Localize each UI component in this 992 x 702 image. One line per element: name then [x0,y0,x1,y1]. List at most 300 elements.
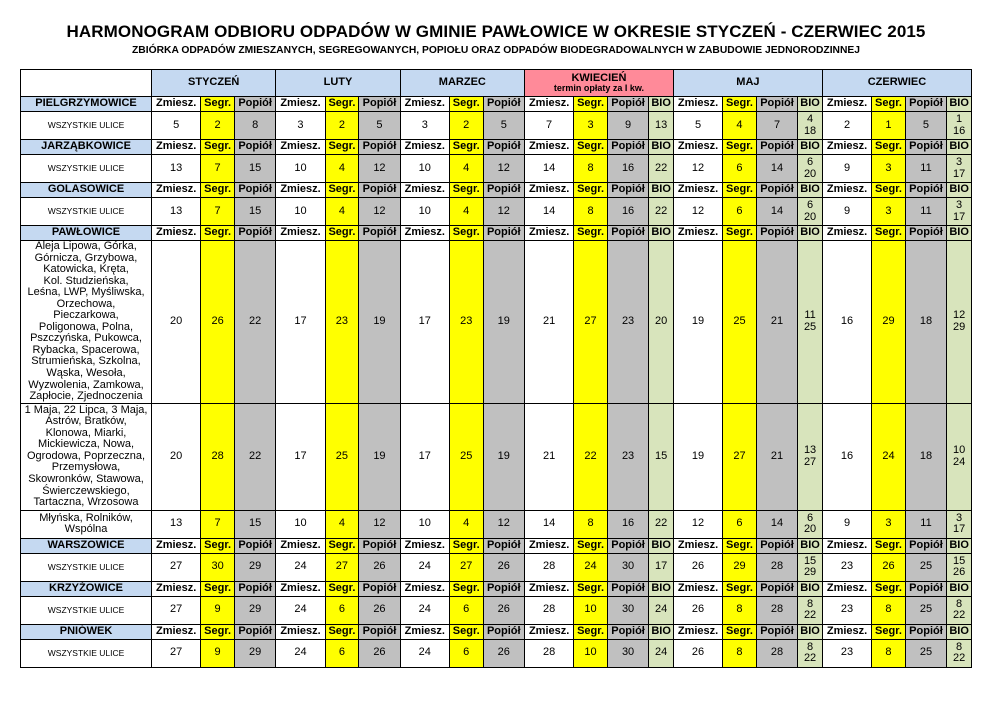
segregated-day: 6 [723,155,757,183]
label-mixed: Zmiesz. [822,140,871,155]
mixed-day: 12 [673,155,722,183]
label-segregated: Segr. [325,140,359,155]
label-segregated: Segr. [325,538,359,553]
mixed-day: 24 [276,596,325,624]
mixed-day: 24 [400,596,449,624]
label-ash: Popiół [359,538,400,553]
ash-day: 19 [359,403,400,510]
segregated-day: 6 [325,596,359,624]
ash-day: 22 [234,241,275,404]
label-mixed: Zmiesz. [524,140,573,155]
segregated-day: 6 [449,639,483,667]
ash-day: 30 [607,639,648,667]
ash-day: 21 [756,241,797,404]
bio-day: 22 [649,198,674,226]
mixed-day: 16 [822,403,871,510]
bio-day: 6 20 [798,155,823,183]
label-mixed: Zmiesz. [276,581,325,596]
segregated-day: 8 [872,596,906,624]
ash-day: 16 [607,510,648,538]
label-mixed: Zmiesz. [276,97,325,112]
segregated-day: 6 [723,510,757,538]
mixed-day: 14 [524,510,573,538]
segregated-day: 8 [723,596,757,624]
ash-day: 18 [905,403,946,510]
segregated-day: 23 [449,241,483,404]
label-segregated: Segr. [201,538,235,553]
table-row [21,596,972,624]
ash-day: 12 [483,510,524,538]
label-bio: BIO [649,624,674,639]
mixed-day: 12 [673,198,722,226]
page-subtitle: ZBIÓRKA ODPADÓW ZMIESZANYCH, SEGREGOWANYCH, POPIOŁU ORAZ ODPADÓW BIODEGRADOWALNYCH W ZABUDOWIE JEDNORODZINNEJ [131,45,861,56]
segregated-day: 4 [325,198,359,226]
street-list: 1 Maja, 22 Lipca, 3 Maja, Astrów, Bratków, Klonowa, Miarki, Mickiewicza, Nowa, Ogrodowa, Poprzeczna, Przemysłowa, Skowronków, Stawowa, Świerczewskiego, Tartaczna, Wrzosowa [21,403,152,510]
segregated-day: 2 [449,112,483,140]
ash-day: 14 [756,510,797,538]
label-bio: BIO [947,183,972,198]
mixed-day: 5 [673,112,722,140]
segregated-day: 10 [574,596,608,624]
label-mixed: Zmiesz. [524,183,573,198]
street-list: WSZYSTKIE ULICE [21,112,152,140]
segregated-day: 30 [201,553,235,581]
street-list: Młyńska, Rolników, Wspólna [21,510,152,538]
street-list: WSZYSTKIE ULICE [21,596,152,624]
table-row [21,155,972,183]
segregated-day: 3 [872,198,906,226]
mixed-day: 10 [400,155,449,183]
label-bio: BIO [798,538,823,553]
ash-day: 25 [905,639,946,667]
table-row [21,198,972,226]
label-bio: BIO [947,97,972,112]
ash-day: 11 [905,155,946,183]
mixed-day: 24 [400,639,449,667]
label-ash: Popiół [359,183,400,198]
label-ash: Popiół [905,97,946,112]
label-mixed: Zmiesz. [524,97,573,112]
label-mixed: Zmiesz. [673,624,722,639]
bio-day: 10 24 [947,403,972,510]
label-ash: Popiół [607,624,648,639]
label-mixed: Zmiesz. [152,538,201,553]
village-name: KRZYŻOWICE [21,581,152,596]
mixed-day: 27 [152,553,201,581]
month-header-2 [400,70,524,97]
label-mixed: Zmiesz. [822,226,871,241]
label-ash: Popiół [905,581,946,596]
label-segregated: Segr. [325,183,359,198]
label-mixed: Zmiesz. [276,226,325,241]
label-segregated: Segr. [723,624,757,639]
ash-day: 29 [234,596,275,624]
bio-day: 13 27 [798,403,823,510]
segregated-day: 4 [723,112,757,140]
label-mixed: Zmiesz. [276,624,325,639]
bio-day: 22 [649,155,674,183]
mixed-day: 26 [673,639,722,667]
ash-day: 14 [756,155,797,183]
label-ash: Popiół [756,140,797,155]
segregated-day: 25 [325,403,359,510]
mixed-day: 23 [822,596,871,624]
label-bio: BIO [798,581,823,596]
mixed-day: 21 [524,403,573,510]
street-list: Aleja Lipowa, Górka, Górnicza, Grzybowa, Katowicka, Kręta, Kol. Studzieńska, Leśna, LWP, Myśliwska, Orzechowa, Pieczarkowa, Poligonowa, Polna, Pszczyńska, Pukowca, Rybacka, Spacerowa, Strumieńska, Szkolna, Wąska, Wesoła, Wyzwolenia, Zamkowa, Zapłocie, Zjednoczenia [21,241,152,404]
village-name: JARZĄBKOWICE [21,140,152,155]
label-mixed: Zmiesz. [400,226,449,241]
ash-day: 15 [234,155,275,183]
label-mixed: Zmiesz. [400,97,449,112]
segregated-day: 26 [201,241,235,404]
mixed-day: 26 [673,596,722,624]
label-segregated: Segr. [449,581,483,596]
segregated-day: 22 [574,403,608,510]
mixed-day: 24 [400,553,449,581]
ash-day: 11 [905,510,946,538]
bio-day: 24 [649,596,674,624]
segregated-day: 6 [449,596,483,624]
segregated-day: 7 [201,510,235,538]
mixed-day: 7 [524,112,573,140]
mixed-day: 14 [524,155,573,183]
label-mixed: Zmiesz. [152,183,201,198]
bio-day: 22 [649,510,674,538]
label-mixed: Zmiesz. [400,624,449,639]
bio-day: 3 17 [947,510,972,538]
ash-day: 9 [607,112,648,140]
segregated-day: 9 [201,639,235,667]
segregated-day: 24 [574,553,608,581]
ash-day: 28 [756,596,797,624]
label-ash: Popiół [756,183,797,198]
label-segregated: Segr. [201,140,235,155]
bio-day: 4 18 [798,112,823,140]
month-header-3 [524,70,673,97]
label-mixed: Zmiesz. [152,97,201,112]
label-ash: Popiół [359,581,400,596]
mixed-day: 17 [400,241,449,404]
label-bio: BIO [947,538,972,553]
segregated-day: 6 [723,198,757,226]
label-ash: Popiół [359,97,400,112]
label-ash: Popiół [234,624,275,639]
segregated-day: 3 [872,155,906,183]
segregated-day: 29 [723,553,757,581]
table-row [21,510,972,538]
label-ash: Popiół [234,97,275,112]
label-bio: BIO [649,183,674,198]
month-header-5 [822,70,971,97]
ash-day: 18 [905,241,946,404]
ash-day: 22 [234,403,275,510]
segregated-day: 23 [325,241,359,404]
segregated-day: 8 [723,639,757,667]
ash-day: 26 [483,553,524,581]
label-mixed: Zmiesz. [822,538,871,553]
ash-day: 29 [234,639,275,667]
mixed-day: 17 [400,403,449,510]
village-name: PNIÓWEK [21,624,152,639]
label-ash: Popiół [483,140,524,155]
label-mixed: Zmiesz. [822,183,871,198]
label-ash: Popiół [359,226,400,241]
bio-day: 15 26 [947,553,972,581]
bio-day: 15 29 [798,553,823,581]
segregated-day: 4 [325,510,359,538]
segregated-day: 27 [723,403,757,510]
ash-day: 5 [359,112,400,140]
segregated-day: 4 [449,155,483,183]
month-header-0 [152,70,276,97]
mixed-day: 13 [152,510,201,538]
bio-day: 12 29 [947,241,972,404]
label-ash: Popiół [234,581,275,596]
segregated-day: 24 [872,403,906,510]
label-ash: Popiół [756,581,797,596]
label-ash: Popiół [607,140,648,155]
label-mixed: Zmiesz. [276,183,325,198]
segregated-day: 28 [201,403,235,510]
label-segregated: Segr. [201,97,235,112]
label-mixed: Zmiesz. [524,624,573,639]
label-segregated: Segr. [449,183,483,198]
label-mixed: Zmiesz. [673,581,722,596]
segregated-day: 2 [201,112,235,140]
label-ash: Popiół [905,538,946,553]
segregated-day: 7 [201,198,235,226]
segregated-day: 8 [574,198,608,226]
ash-day: 5 [483,112,524,140]
label-mixed: Zmiesz. [152,624,201,639]
segregated-day: 26 [872,553,906,581]
segregated-day: 3 [574,112,608,140]
mixed-day: 28 [524,596,573,624]
mixed-day: 10 [276,198,325,226]
label-segregated: Segr. [325,581,359,596]
segregated-day: 27 [325,553,359,581]
label-segregated: Segr. [723,538,757,553]
label-ash: Popiół [234,183,275,198]
mixed-day: 19 [673,403,722,510]
street-list: WSZYSTKIE ULICE [21,198,152,226]
label-bio: BIO [649,581,674,596]
month-header-4 [673,70,822,97]
ash-day: 26 [359,553,400,581]
label-mixed: Zmiesz. [276,538,325,553]
label-segregated: Segr. [449,624,483,639]
label-bio: BIO [649,538,674,553]
mixed-day: 27 [152,596,201,624]
ash-day: 25 [905,553,946,581]
label-bio: BIO [649,140,674,155]
mixed-day: 24 [276,639,325,667]
label-mixed: Zmiesz. [673,538,722,553]
segregated-day: 29 [872,241,906,404]
ash-day: 28 [756,553,797,581]
segregated-day: 4 [449,510,483,538]
label-ash: Popiół [359,624,400,639]
month-name: KWIECIEŃ [571,71,627,84]
schedule-table [20,69,972,668]
label-ash: Popiół [607,538,648,553]
label-segregated: Segr. [723,183,757,198]
label-ash: Popiół [756,97,797,112]
segregated-day: 9 [201,596,235,624]
label-ash: Popiół [483,538,524,553]
label-ash: Popiół [756,226,797,241]
mixed-day: 28 [524,553,573,581]
label-segregated: Segr. [201,183,235,198]
segregated-day: 8 [574,155,608,183]
village-name: PIELGRZYMOWICE [21,97,152,112]
month-name: MARZEC [438,76,486,89]
bio-day: 8 22 [947,596,972,624]
segregated-day: 8 [872,639,906,667]
mixed-day: 28 [524,639,573,667]
label-ash: Popiół [905,183,946,198]
bio-day: 1 16 [947,112,972,140]
label-segregated: Segr. [574,183,608,198]
month-name: LUTY [323,76,353,89]
village-name: PAWŁOWICE [21,226,152,241]
table-row [21,403,972,510]
month-name: MAJ [736,76,760,89]
page-title: HARMONOGRAM ODBIORU ODPADÓW W GMINIE PAWŁOWICE W OKRESIE STYCZEŃ - CZERWIEC 2015 [66,22,926,41]
ash-day: 25 [905,596,946,624]
ash-day: 19 [483,403,524,510]
label-segregated: Segr. [574,140,608,155]
label-bio: BIO [947,581,972,596]
segregated-day: 7 [201,155,235,183]
mixed-day: 3 [400,112,449,140]
bio-day: 17 [649,553,674,581]
label-ash: Popiół [905,226,946,241]
label-segregated: Segr. [872,140,906,155]
label-mixed: Zmiesz. [822,624,871,639]
village-name: GOLASOWICE [21,183,152,198]
mixed-day: 10 [400,510,449,538]
label-mixed: Zmiesz. [400,183,449,198]
label-bio: BIO [798,624,823,639]
label-segregated: Segr. [325,624,359,639]
ash-day: 12 [359,510,400,538]
village-name: WARSZOWICE [21,538,152,553]
mixed-day: 13 [152,155,201,183]
label-segregated: Segr. [723,226,757,241]
label-segregated: Segr. [872,538,906,553]
label-mixed: Zmiesz. [276,140,325,155]
label-bio: BIO [798,183,823,198]
ash-day: 26 [359,639,400,667]
street-list: WSZYSTKIE ULICE [21,553,152,581]
label-ash: Popiół [607,226,648,241]
label-bio: BIO [649,97,674,112]
label-segregated: Segr. [201,581,235,596]
ash-day: 15 [234,198,275,226]
bio-day: 13 [649,112,674,140]
label-mixed: Zmiesz. [673,226,722,241]
mixed-day: 16 [822,241,871,404]
label-segregated: Segr. [325,97,359,112]
ash-day: 26 [483,639,524,667]
bio-day: 20 [649,241,674,404]
label-ash: Popiół [234,538,275,553]
bio-day: 8 22 [798,639,823,667]
label-bio: BIO [798,140,823,155]
label-ash: Popiół [756,538,797,553]
label-mixed: Zmiesz. [524,538,573,553]
mixed-day: 10 [276,510,325,538]
label-segregated: Segr. [574,624,608,639]
mixed-day: 20 [152,403,201,510]
segregated-day: 25 [449,403,483,510]
label-segregated: Segr. [723,97,757,112]
mixed-day: 9 [822,510,871,538]
label-mixed: Zmiesz. [673,97,722,112]
month-header-1 [276,70,400,97]
ash-day: 12 [359,198,400,226]
label-segregated: Segr. [201,226,235,241]
label-ash: Popiół [905,140,946,155]
segregated-day: 27 [449,553,483,581]
ash-day: 12 [359,155,400,183]
mixed-day: 13 [152,198,201,226]
bio-day: 11 25 [798,241,823,404]
ash-day: 11 [905,198,946,226]
mixed-day: 26 [673,553,722,581]
bio-day: 8 22 [798,596,823,624]
mixed-day: 2 [822,112,871,140]
segregated-day: 10 [574,639,608,667]
label-segregated: Segr. [723,140,757,155]
label-ash: Popiół [234,226,275,241]
label-bio: BIO [649,226,674,241]
label-ash: Popiół [483,624,524,639]
bio-day: 6 20 [798,198,823,226]
ash-day: 21 [756,403,797,510]
label-mixed: Zmiesz. [822,97,871,112]
mixed-day: 21 [524,241,573,404]
label-ash: Popiół [359,140,400,155]
label-mixed: Zmiesz. [400,538,449,553]
ash-day: 29 [234,553,275,581]
segregated-day: 27 [574,241,608,404]
label-segregated: Segr. [574,581,608,596]
label-ash: Popiół [607,581,648,596]
label-segregated: Segr. [872,226,906,241]
bio-day: 3 17 [947,198,972,226]
mixed-day: 10 [276,155,325,183]
street-list: WSZYSTKIE ULICE [21,639,152,667]
label-bio: BIO [947,226,972,241]
label-segregated: Segr. [449,140,483,155]
mixed-day: 24 [276,553,325,581]
table-row [21,112,972,140]
label-bio: BIO [798,226,823,241]
label-segregated: Segr. [574,226,608,241]
label-segregated: Segr. [449,226,483,241]
corner-cell [21,70,152,97]
table-row [21,639,972,667]
segregated-day: 4 [325,155,359,183]
table-row [21,241,972,404]
label-segregated: Segr. [574,97,608,112]
bio-day: 24 [649,639,674,667]
ash-day: 30 [607,596,648,624]
mixed-day: 10 [400,198,449,226]
